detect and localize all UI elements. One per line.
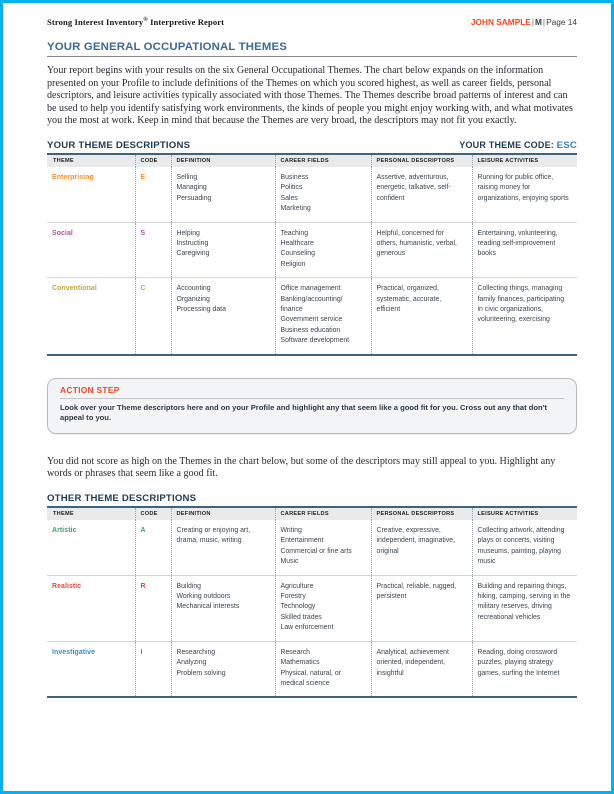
- column-header-leisure-activities: LEISURE ACTIVITIES: [472, 155, 577, 167]
- other-theme-descriptions-block: [47, 493, 577, 698]
- career-field-line: Law enforcement: [280, 624, 334, 632]
- page-number: Page 14: [546, 17, 577, 27]
- definition-line: Problem solving: [176, 669, 226, 677]
- theme-code-label: YOUR THEME CODE:: [459, 139, 554, 150]
- career-fields-cell: [275, 222, 371, 278]
- definition-line: Creating or enjoying art,: [176, 527, 251, 535]
- theme-name-cell: Conventional: [47, 278, 135, 354]
- leisure-activities-cell: Building and repairing things, hiking, camping, serving in the military reserves, driving recreational vehicles: [472, 575, 577, 641]
- table2-heading-row: [47, 493, 577, 504]
- career-field-line: Teaching: [280, 229, 309, 237]
- career-fields-cell: [275, 641, 371, 696]
- table-row: [47, 278, 577, 354]
- definition-line: Persuading: [176, 194, 212, 202]
- page-content: [47, 3, 577, 791]
- personal-descriptors-cell: Helpful, concerned for others, humanistic, verbal, generous: [371, 222, 472, 278]
- career-field-line: Forestry: [280, 593, 306, 601]
- career-field-line: Agriculture: [280, 582, 314, 590]
- registered-trademark-icon: ®: [143, 17, 148, 24]
- action-step-divider: [60, 398, 564, 399]
- column-header-career-fields: CAREER FIELDS: [275, 155, 371, 167]
- career-field-line: Skilled trades: [280, 613, 322, 621]
- table2-title: OTHER THEME DESCRIPTIONS: [47, 493, 197, 505]
- definition-cell: [171, 575, 275, 641]
- table2-header-row: [47, 508, 577, 520]
- theme-name-cell: Investigative: [47, 641, 135, 696]
- career-field-line: Healthcare: [280, 240, 314, 247]
- table-row: [47, 520, 577, 575]
- report-title-suffix: Interpretive Report: [147, 17, 225, 27]
- theme-code-cell: R: [135, 575, 171, 641]
- table-row: [47, 222, 577, 278]
- column-header-personal-descriptors: PERSONAL DESCRIPTORS: [371, 508, 472, 520]
- report-title: [47, 17, 224, 27]
- column-header-theme: THEME: [47, 508, 135, 520]
- definition-line: Organizing: [176, 295, 210, 303]
- definition-cell: [171, 167, 275, 222]
- theme-name-cell: Enterprising: [47, 167, 135, 222]
- column-header-career-fields: CAREER FIELDS: [275, 508, 371, 520]
- theme-code-cell: I: [135, 641, 171, 696]
- career-field-line: Banking/accounting/ finance: [280, 295, 343, 314]
- definition-cell: [171, 641, 275, 696]
- definition-line: Managing: [176, 184, 207, 192]
- theme-code-cell: C: [135, 278, 171, 354]
- definition-line: Analyzing: [176, 659, 207, 667]
- column-header-personal-descriptors: PERSONAL DESCRIPTORS: [371, 155, 472, 167]
- definition-line: Researching: [176, 648, 216, 656]
- career-fields-cell: [275, 167, 371, 222]
- career-field-line: Mathematics: [280, 659, 320, 667]
- header-separator-2: |: [542, 17, 546, 27]
- table2-bottom-rule: [47, 696, 577, 698]
- column-header-code: CODE: [135, 508, 171, 520]
- career-field-line: Physical, natural, or: [280, 669, 342, 677]
- table2: [47, 508, 577, 696]
- theme-name-cell: Artistic: [47, 520, 135, 575]
- column-header-leisure-activities: LEISURE ACTIVITIES: [472, 508, 577, 520]
- table-row: [47, 575, 577, 641]
- your-theme-descriptions-block: [47, 140, 577, 356]
- intro-paragraph: Your report begins with your results on the six General Occupational Themes. The chart below expands on the information presented on your Profile to include definitions of the Themes on which you scored highest, as well as career fields, personal descriptors, and leisure activities typically associated with those Themes. The Themes describe broad patterns of interest and can be used to help you identify satisfying work environments, the kinds of people you might enjoy working with, and what motivates you the most at work. Keep in mind that because the Themes are very broad, the descriptors may not fit you exactly.: [47, 65, 573, 127]
- definition-cell: [171, 520, 275, 575]
- personal-descriptors-cell: Analytical, achievement oriented, independent, insightful: [371, 641, 472, 696]
- career-field-line: Counseling: [280, 250, 315, 258]
- career-field-line: Sales: [280, 194, 298, 202]
- column-header-code: CODE: [135, 155, 171, 167]
- definition-line: Processing data: [176, 306, 226, 314]
- career-fields-cell: [275, 520, 371, 575]
- action-step-box: [47, 378, 577, 434]
- title-divider: [47, 56, 577, 57]
- definition-line: Caregiving: [176, 250, 210, 258]
- definition-line: Building: [176, 582, 202, 590]
- user-name: JOHN SAMPLE: [470, 17, 531, 27]
- theme-name-cell: Realistic: [47, 575, 135, 641]
- definition-line: Working outdoors: [176, 593, 231, 601]
- personal-descriptors-cell: Practical, organized, systematic, accurate, efficient: [371, 278, 472, 354]
- career-fields-cell: [275, 278, 371, 354]
- leisure-activities-cell: Running for public office, raising money for organizations, enjoying sports: [472, 167, 577, 222]
- career-field-line: Technology: [280, 603, 316, 611]
- column-header-definition: DEFINITION: [171, 508, 275, 520]
- definition-line: Accounting: [176, 285, 211, 293]
- theme-code-summary: [459, 140, 577, 151]
- career-field-line: Music: [280, 558, 299, 566]
- table1: [47, 155, 577, 354]
- career-field-line: Writing: [280, 527, 302, 535]
- career-field-line: Research: [280, 648, 310, 656]
- mid-paragraph: You did not score as high on the Themes in the chart below, but some of the descriptors may still appeal to you. Highlight any words or phrases that seem like a good fit.: [47, 455, 556, 480]
- column-header-definition: DEFINITION: [171, 155, 275, 167]
- table1-bottom-rule: [47, 354, 577, 356]
- theme-code-value: ESC: [556, 139, 577, 151]
- table2-body: [47, 520, 577, 696]
- report-title-main: Strong Interest Inventory: [47, 17, 144, 27]
- theme-code-cell: E: [135, 167, 171, 222]
- career-field-line: Commercial or fine arts: [280, 547, 352, 555]
- leisure-activities-cell: Collecting artwork, attending plays or concerts, visiting museums, painting, playing music: [472, 520, 577, 575]
- page-header: [47, 3, 577, 27]
- career-fields-cell: [275, 575, 371, 641]
- table-row: [47, 641, 577, 696]
- definition-cell: [171, 278, 275, 354]
- career-field-line: Business: [280, 173, 309, 181]
- leisure-activities-cell: Reading, doing crossword puzzles, playing strategy games, surfing the Internet: [477, 648, 560, 677]
- table1-heading-row: [47, 140, 577, 151]
- personal-descriptors-cell: Assertive, adventurous, energetic, talkative, self-confident: [371, 167, 472, 222]
- user-gender: M: [535, 17, 542, 27]
- table1-title: YOUR THEME DESCRIPTIONS: [47, 139, 191, 151]
- leisure-activities-cell: Collecting things, managing family finances, participating in civic organizations, volunteering, exercising: [477, 285, 565, 324]
- personal-descriptors-cell: Practical, reliable, rugged, persistent: [371, 575, 472, 641]
- definition-line: Instructing: [176, 240, 209, 247]
- theme-code-cell: A: [135, 520, 171, 575]
- career-field-line: Software development: [280, 337, 350, 345]
- definition-line: Mechanical interests: [176, 603, 240, 611]
- definition-line: Helping: [176, 229, 200, 237]
- definition-cell: [171, 222, 275, 278]
- theme-name-cell: Social: [47, 222, 135, 278]
- career-field-line: Government service: [280, 316, 343, 324]
- definition-line: drama, music, writing: [176, 537, 242, 545]
- career-field-line: Politics: [280, 184, 303, 192]
- table-row: [47, 167, 577, 222]
- career-field-line: Marketing: [280, 205, 311, 213]
- career-field-line: Entertainment: [280, 537, 324, 545]
- header-identity: [471, 17, 577, 27]
- theme-code-cell: S: [135, 222, 171, 278]
- personal-descriptors-cell: Creative, expressive, independent, imaginative, original: [371, 520, 472, 575]
- leisure-activities-cell: Entertaining, volunteering, reading self-improvement books: [472, 222, 577, 278]
- definition-line: Selling: [176, 173, 198, 181]
- column-header-theme: THEME: [47, 155, 135, 167]
- career-field-line: Religion: [280, 260, 306, 268]
- action-step-body: Look over your Theme descriptors here and on your Profile and highlight any that seem like a good fit for you. Cross out any that don't appeal to you.: [60, 402, 548, 423]
- career-field-line: Office management: [280, 285, 341, 293]
- action-step-title: ACTION STEP: [60, 384, 120, 395]
- table1-body: [47, 167, 577, 354]
- career-field-line: medical science: [280, 679, 330, 687]
- career-field-line: Business education: [280, 326, 341, 334]
- page-title: YOUR GENERAL OCCUPATIONAL THEMES: [47, 41, 288, 53]
- table1-header-row: [47, 155, 577, 167]
- header-separator-1: |: [531, 17, 534, 27]
